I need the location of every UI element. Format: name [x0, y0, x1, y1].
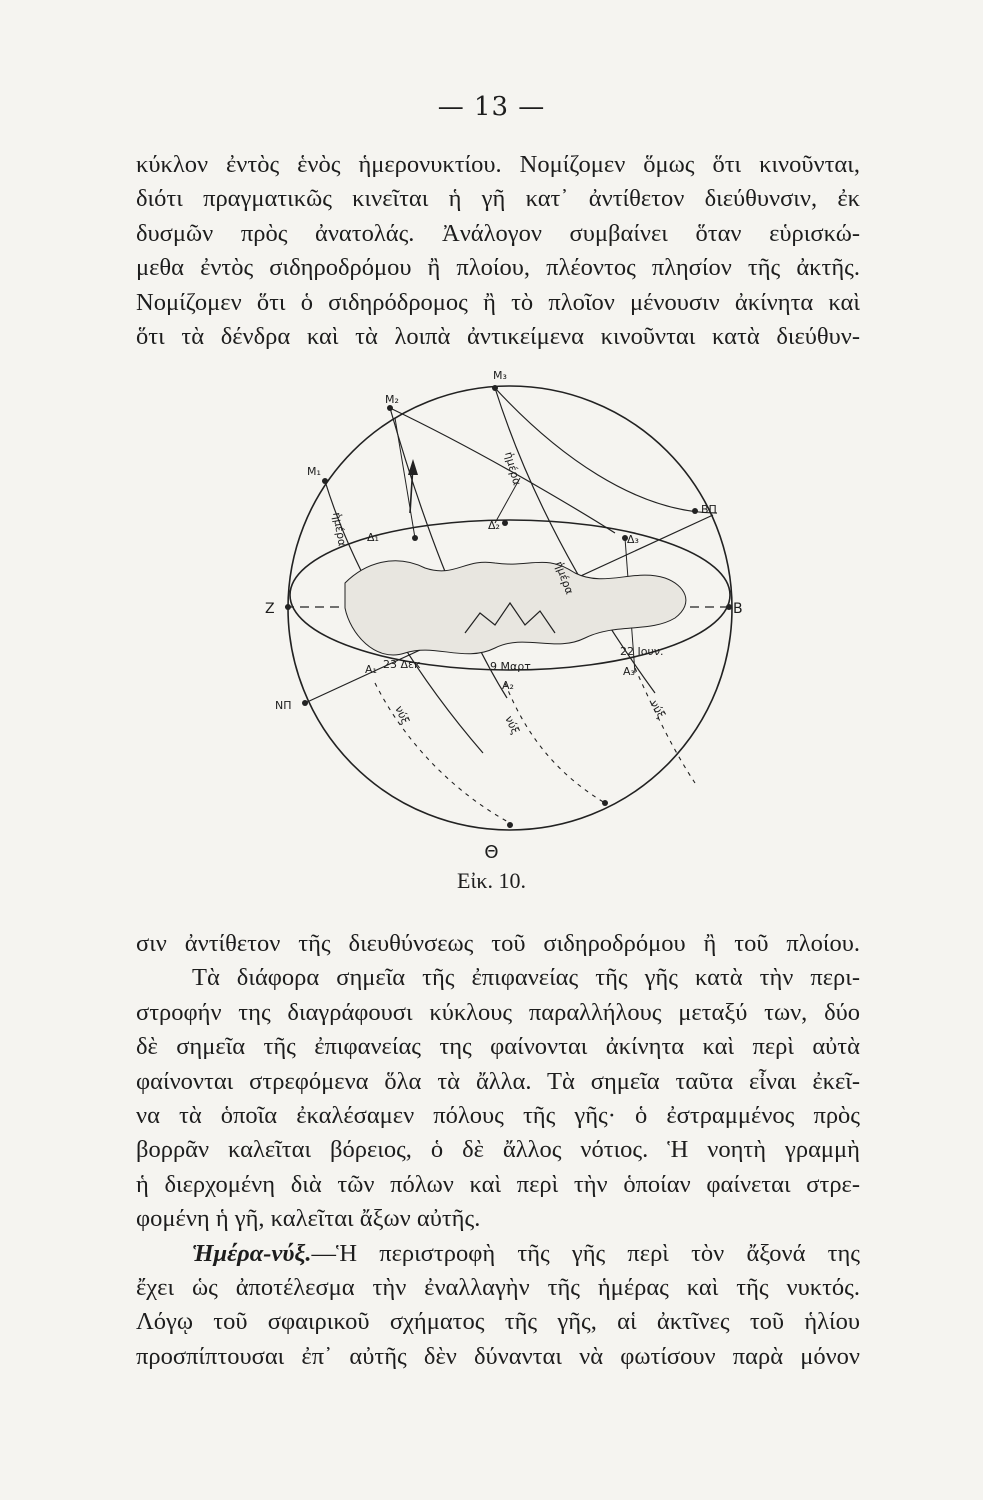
marker-z: [285, 604, 291, 610]
text-line: Νομίζομεν ὅτι ὁ σιδηρόδρομος ἢ τὸ πλοῖον μένουσιν ἀκίνητα καὶ: [136, 288, 860, 316]
night-arc-2: [505, 683, 605, 803]
figure-caption: Εἰκ. 10.: [457, 868, 526, 893]
label-bp: BΠ: [701, 503, 717, 516]
night-arc-3: [635, 668, 695, 783]
label-a2: A₂: [502, 679, 514, 692]
marker-b: [726, 604, 732, 610]
latitude-arc-4: [495, 388, 717, 513]
marker-m1: [322, 478, 328, 484]
globe-diagram: [255, 363, 765, 833]
text-line: Λόγῳ τοῦ σφαιρικοῦ σχήματος τῆς γῆς, αἱ ἀκτῖνες τοῦ ἡλίου: [136, 1308, 860, 1336]
text-line: προσπίπτουσαι ἐπ᾽ αὐτῆς δὲν δύνανται νὰ φωτίσουν παρὰ μόνον: [136, 1342, 860, 1370]
north-arrow-head: [408, 459, 418, 475]
label-m1: M₁: [307, 465, 321, 478]
label-night-2: νύξ: [502, 713, 522, 737]
label-night-3: νύξ: [647, 698, 668, 721]
label-np: NΠ: [275, 699, 292, 712]
text-line: Τὰ διάφορα σημεῖα τῆς ἐπιφανείας τῆς γῆς κατὰ τὴν περι-: [192, 964, 860, 992]
text-line: δυσμῶν πρὸς ἀνατολάς. Ἀνάλογον συμβαίνει ὅταν εὑρισκώ-: [136, 219, 860, 247]
section-lead-text: —Ἡ περιστροφὴ τῆς γῆς περὶ τὸν ἄξονά της: [311, 1239, 860, 1267]
text-line: σιν ἀντίθετον τῆς διευθύνσεως τοῦ σιδηροδρόμου ἢ τοῦ πλοίου.: [136, 930, 860, 957]
bottom-paragraph: [136, 927, 860, 1374]
label-night-1: νύξ: [392, 703, 412, 727]
marker-m3: [492, 385, 498, 391]
label-z: Z: [265, 601, 275, 617]
label-d2: Δ₂: [488, 519, 500, 532]
label-a3: A₃: [623, 665, 635, 678]
text-line: δὲ σημεῖα τῆς ἐπιφανείας της φαίνονται ἀκίνητα καὶ περὶ αὐτὰ: [136, 1033, 860, 1061]
text-line: βορρᾶν καλεῖται βόρειος, ὁ δὲ ἄλλος νότιος. Ἡ νοητὴ γραμμὴ: [136, 1136, 860, 1164]
earth-rotation-figure: [255, 363, 765, 833]
marker-d1: [412, 535, 418, 541]
label-m3: M₃: [493, 369, 507, 382]
label-jun22: 22 Ιουν.: [620, 645, 664, 658]
text-line: κύκλον ἐντὸς ἑνὸς ἡμερονυκτίου. Νομίζομεν ὅμως ὅτι κινοῦνται,: [136, 151, 860, 178]
latitude-arc-2: [390, 408, 507, 698]
text-line: διότι πραγματικῶς κινεῖται ἡ γῆ κατ᾽ ἀντίθετον διεύθυνσιν, ἐκ: [136, 185, 860, 213]
marker-d2: [502, 520, 508, 526]
label-b: B: [733, 601, 743, 617]
label-day-3: ἡμέρα: [552, 559, 577, 597]
theta-label: Θ: [484, 842, 499, 863]
land-mass: [345, 561, 686, 655]
text-line: να τὰ ὁποῖα ἐκαλέσαμεν πόλους τῆς γῆς· ὁ ἐστραμμένος πρὸς: [136, 1101, 860, 1129]
label-d3: Δ₃: [627, 533, 639, 546]
text-line: μεθα ἐντὸς σιδηροδρόμου ἢ πλοίου, πλέοντος πλησίον τῆς ἀκτῆς.: [136, 254, 860, 282]
text-line: ἡ διερχομένη διὰ τῶν πόλων καὶ περὶ τὴν ὁποίαν φαίνεται στρε-: [136, 1170, 860, 1198]
marker-np: [302, 700, 308, 706]
page-number: — 13 —: [437, 92, 546, 122]
top-paragraph: [136, 148, 860, 354]
section-lead-line: [136, 1237, 860, 1271]
label-day-1: ἡμέρα: [330, 511, 349, 548]
label-a1: A₁: [365, 663, 377, 676]
section-heading: Ἡμέρα-νύξ.: [192, 1239, 312, 1267]
text-line: φομένη ἡ γῆ, καλεῖται ἄξων αὐτῆς.: [136, 1205, 481, 1233]
label-day-2: ἡμέρα: [502, 450, 524, 487]
marker-bp: [692, 508, 698, 514]
text-line: ὅτι τὰ δένδρα καὶ τὰ λοιπὰ ἀντικείμενα κινοῦνται κατὰ διεύθυν-: [136, 322, 860, 350]
night-arc-1: [375, 683, 510, 823]
text-line: ἔχει ὡς ἀποτέλεσμα τὴν ἐναλλαγὴν τῆς ἡμέρας καὶ τῆς νυκτός.: [136, 1273, 860, 1301]
marker-bottom-2: [602, 800, 608, 806]
label-m2: M₂: [385, 393, 399, 406]
text-line: στροφήν της διαγράφουσι κύκλους παραλλήλους μεταξύ των, δύο: [136, 998, 860, 1026]
label-mar9: 9 Μαρτ: [490, 660, 531, 673]
label-dec23: 23 Δεκ: [383, 658, 421, 671]
marker-bottom-1: [507, 822, 513, 828]
label-d1: Δ₁: [367, 531, 379, 544]
text-line: φαίνονται στρεφόμενα ὅλα τὰ ἄλλα. Τὰ σημεῖα ταῦτα εἶναι ἐκεῖ-: [136, 1067, 860, 1095]
